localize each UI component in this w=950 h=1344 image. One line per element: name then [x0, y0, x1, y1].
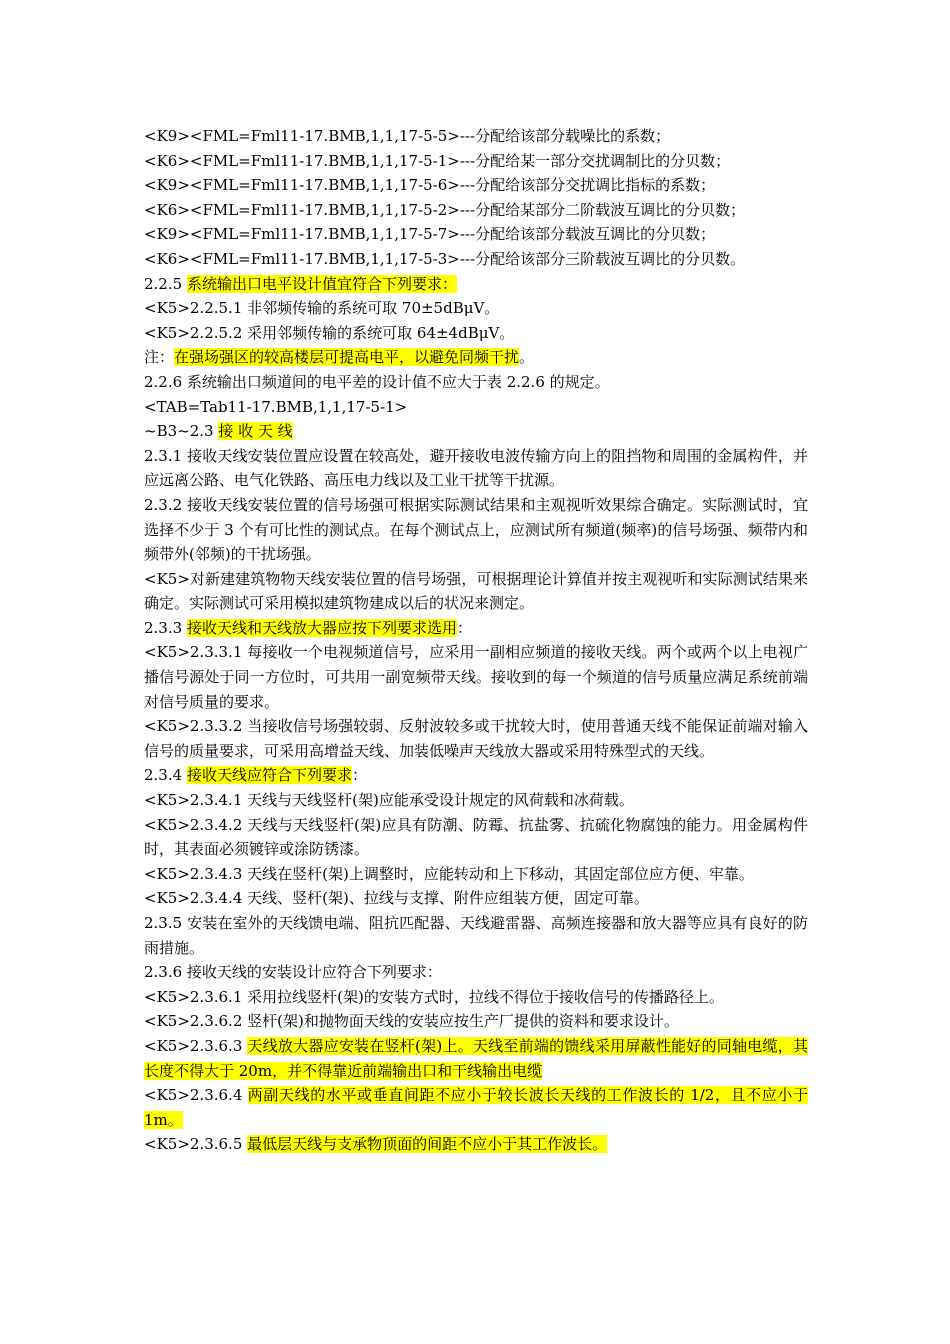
clause-2-3-6-1: <K5>2.3.6.1 采用拉线竖杆(架)的安装方式时，拉线不得位于接收信号的传播路径上。 [144, 987, 724, 1006]
clause-2-3-6: 2.3.6 接收天线的安装设计应符合下列要求： [144, 963, 442, 982]
table-reference: <TAB=Tab11-17.BMB,1,1,17-5-1> [144, 397, 408, 416]
clause-2-3-2: 2.3.2 接收天线安装位置的信号场强可根据实际测试结果和主观视听效果综合确定。实际测试时，宜选择不少于 3 个有可比性的测试点。在每个测试点上，应测试所有频道(频率)的信号场强、频带内和频带外(邻频)的干扰场强。 [144, 495, 808, 564]
formula-line: <K6><FML=Fml11-17.BMB,1,1,17-5-1>---分配给某一部分交扰调制比的分贝数； [144, 151, 731, 170]
note-label: 注： [144, 348, 175, 367]
section-heading [144, 419, 808, 444]
clause-2-3-3-1: <K5>2.3.3.1 每接收一个电视频道信号，应采用一副相应频道的接收天线。两个或两个以上电视广播信号源处于同一方位时，可共用一副宽频带天线。接收到的每一个频道的信号质量应满足系统前端对信号质量的要求。 [144, 643, 808, 711]
clause-colon: ： [456, 618, 472, 637]
formula-line: <K6><FML=Fml11-17.BMB,1,1,17-5-3>---分配给该部分三阶载波互调比的分贝数。 [144, 249, 746, 268]
formula-line: <K9><FML=Fml11-17.BMB,1,1,17-5-7>---分配给该部分载波互调比的分贝数； [144, 225, 716, 244]
highlighted-text: 接收天线和天线放大器应按下列要求选用 [186, 618, 457, 637]
formula-line: <K9><FML=Fml11-17.BMB,1,1,17-5-5>---分配给该部分载噪比的系数； [144, 127, 671, 145]
highlighted-text: 接收天线应符合下列要求 [186, 766, 352, 785]
clause-number: 2.3.3 [144, 618, 187, 637]
highlighted-text: 接 收 天 线 [218, 422, 293, 441]
clause-2-3-2-note: <K5>对新建建筑物物天线安装位置的信号场强，可根据理论计算值并按主观视听和实际测试结果来确定。实际测试可采用模拟建筑物建成以后的状况来测定。 [144, 569, 808, 613]
clause-2-3-6-5 [144, 1132, 808, 1157]
clause-number: <K5>2.3.6.5 [144, 1135, 248, 1154]
clause-2-3-4-1: <K5>2.3.4.1 天线与天线竖杆(架)应能承受设计规定的风荷载和冰荷载。 [144, 791, 634, 810]
highlighted-text: 在强场强区的较高楼层可提高电平，以避免同频干扰 [174, 348, 520, 367]
clause-2-3-4-4: <K5>2.3.4.4 天线、竖杆(架)、拉线与支撑、附件应组装方便，固定可靠。 [144, 889, 649, 908]
formula-line: <K9><FML=Fml11-17.BMB,1,1,17-5-6>---分配给该部分交扰调比指标的系数； [144, 176, 716, 195]
clause-2-3-3-2: <K5>2.3.3.2 当接收信号场强较弱、反射波较多或干扰较大时，使用普通天线不能保证前端对输入信号的质量要求，可采用高增益天线、加装低噪声天线放大器或采用特殊型式的天线。 [144, 717, 808, 760]
clause-2-2-5 [144, 272, 808, 297]
clause-number: 2.2.5 [144, 274, 187, 293]
document-body [144, 124, 808, 1157]
clause-2-3-4 [144, 763, 808, 788]
clause-2-2-5-1: <K5>2.2.5.1 非邻频传输的系统可取 70±5dBμV。 [144, 299, 500, 318]
highlighted-text: 两副天线的水平或垂直间距不应小于较长波长天线的工作波长的 1/2，且不应小于 1m。 [144, 1086, 808, 1129]
highlighted-text: 天线放大器应安装在竖杆(架)上。天线至前端的馈线采用屏蔽性能好的同轴电缆，其长度不得大于 20m，并不得靠近前端输出口和干线输出电缆 [144, 1036, 808, 1080]
clause-2-3-4-3: <K5>2.3.4.3 天线在竖杆(架)上调整时，应能转动和上下移动，其固定部位应方便、牢靠。 [144, 864, 754, 883]
highlighted-text: 最低层天线与支承物顶面的间距不应小于其工作波长。 [247, 1135, 608, 1154]
section-number: ~B3~2.3 [144, 422, 219, 441]
highlighted-text: 系统输出口电平设计值宜符合下列要求： [186, 274, 457, 293]
clause-2-3-5: 2.3.5 安装在室外的天线馈电端、阻抗匹配器、天线避雷器、高频连接器和放大器等应具有良好的防雨措施。 [144, 914, 808, 957]
clause-2-3-6-3 [144, 1034, 808, 1083]
clause-2-3-3 [144, 616, 808, 641]
clause-2-2-6: 2.2.6 系统输出口频道间的电平差的设计值不应大于表 2.2.6 的规定。 [144, 372, 610, 391]
clause-number: 2.3.4 [144, 766, 187, 785]
note-end: 。 [519, 348, 535, 367]
clause-number: <K5>2.3.6.3 [144, 1036, 248, 1055]
clause-2-3-4-2: <K5>2.3.4.2 天线与天线竖杆(架)应具有防潮、防霉、抗盐雾、抗硫化物腐蚀的能力。用金属构件时，其表面必须镀锌或涂防锈漆。 [144, 815, 808, 859]
clause-2-3-6-4 [144, 1083, 808, 1132]
clause-2-2-5-2: <K5>2.2.5.2 采用邻频传输的系统可取 64±4dBμV。 [144, 323, 515, 342]
clause-2-3-6-2: <K5>2.3.6.2 竖杆(架)和抛物面天线的安装应按生产厂提供的资料和要求设计。 [144, 1012, 679, 1031]
note [144, 345, 808, 370]
clause-number: <K5>2.3.6.4 [144, 1086, 248, 1105]
formula-line: <K6><FML=Fml11-17.BMB,1,1,17-5-2>---分配给某部分二阶载波互调比的分贝数； [144, 200, 746, 219]
clause-colon: ： [351, 766, 367, 785]
clause-2-3-1: 2.3.1 接收天线安装位置应设置在较高处，避开接收电波传输方向上的阻挡物和周围的金属构件，并应远离公路、电气化铁路、高压电力线以及工业干扰等干扰源。 [144, 446, 808, 490]
